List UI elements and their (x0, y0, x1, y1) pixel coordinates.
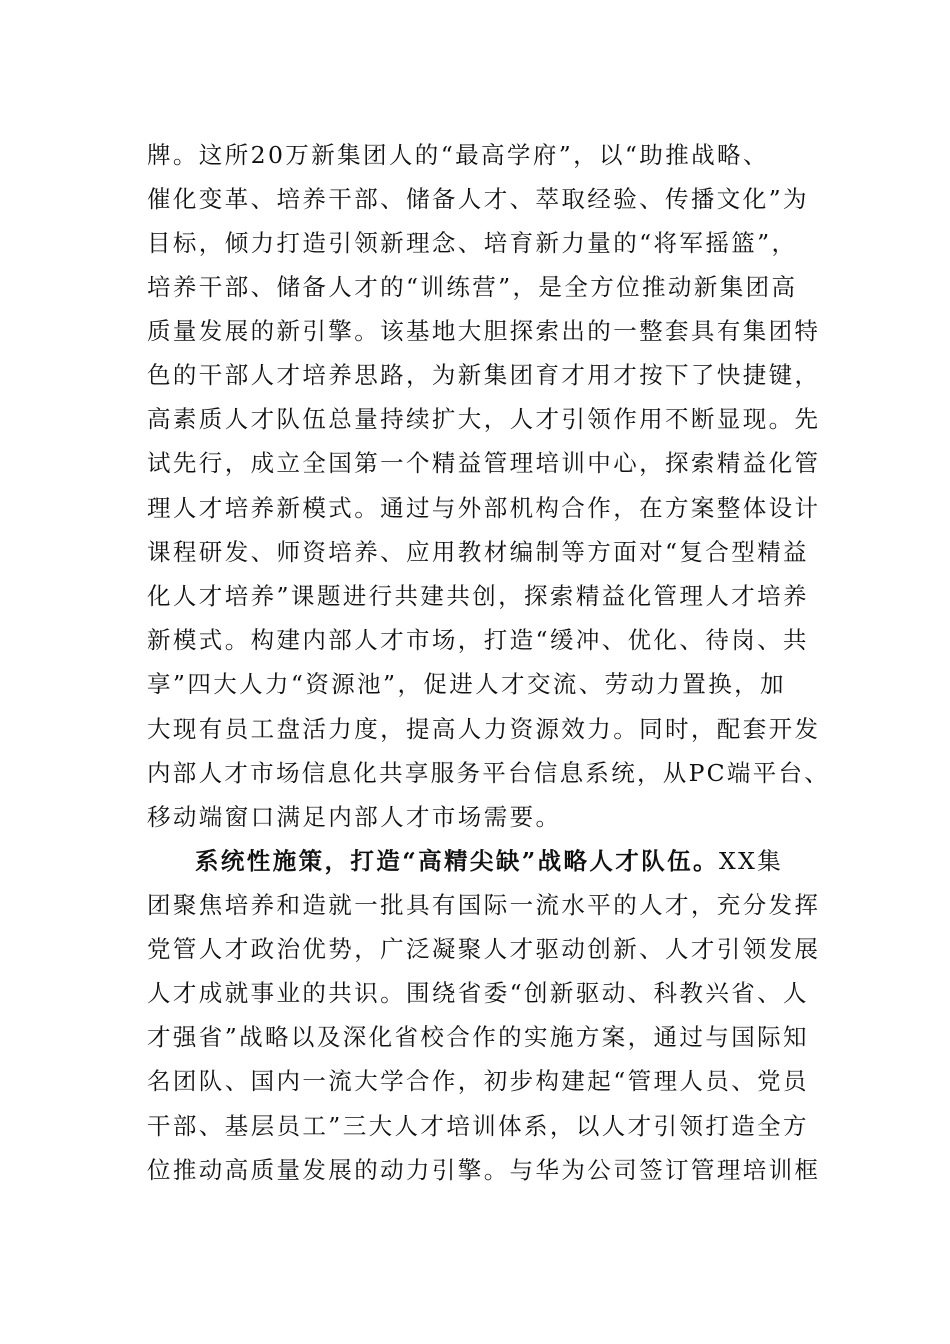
text-line: 内部人才市场信息化共享服务平台信息系统，从PC端平台、 (147, 759, 831, 787)
text-line: 课程研发、师资培养、应用教材编制等方面对“复合型精益 (147, 538, 809, 566)
text-line: 牌。这所20万新集团人的“最高学府”，以“助推战略、 (147, 141, 769, 169)
text-line: 催化变革、培养干部、储备人才、萃取经验、传播文化”为 (147, 185, 809, 213)
paragraph-heading-line (195, 846, 783, 876)
text-line: 移动端窗口满足内部人才市场需要。 (147, 803, 562, 831)
text-line: 享”四大人力“资源池”，促进人才交流、劳动力置换，加 (147, 670, 786, 698)
text-line: 新模式。构建内部人才市场，打造“缓冲、优化、待岗、共 (147, 626, 809, 654)
text-line: 培养干部、储备人才的“训练营”，是全方位推动新集团高 (147, 273, 798, 301)
text-line: 团聚焦培养和造就一批具有国际一流水平的人才，充分发挥 (147, 891, 821, 919)
text-line: 质量发展的新引擎。该基地大胆探索出的一整套具有集团特 (147, 317, 821, 345)
text-line: 人才成就事业的共识。围绕省委“创新驱动、科教兴省、人 (147, 979, 809, 1007)
text-line: 干部、基层员工”三大人才培训体系，以人才引领打造全方 (147, 1112, 809, 1140)
text-line: 高素质人才队伍总量持续扩大，人才引领作用不断显现。先 (147, 405, 821, 433)
text-line: 位推动高质量发展的动力引擎。与华为公司签订管理培训框 (147, 1156, 821, 1184)
paragraph-heading: 系统性施策，打造“高精尖缺”战略人才队伍。 (195, 847, 719, 875)
text-line: 党管人才政治优势，广泛凝聚人才驱动创新、人才引领发展 (147, 935, 821, 963)
text-line: 大现有员工盘活力度，提高人力资源效力。同时，配套开发 (147, 715, 821, 743)
text-line: 名团队、国内一流大学合作，初步构建起“管理人员、党员 (147, 1067, 809, 1095)
text-line: 化人才培养”课题进行共建共创，探索精益化管理人才培养 (147, 582, 809, 610)
text-line: 目标，倾力打造引领新理念、培育新力量的“将军摇篮”， (147, 229, 798, 257)
text-line: 理人才培养新模式。通过与外部机构合作，在方案整体设计 (147, 494, 821, 522)
text-line: 试先行，成立全国第一个精益管理培训中心，探索精益化管 (147, 449, 821, 477)
text-line: 色的干部人才培养思路，为新集团育才用才按下了快捷键， (147, 361, 821, 389)
text-line: 才强省”战略以及深化省校合作的实施方案，通过与国际知 (147, 1023, 809, 1051)
text-run: XX集 (718, 847, 784, 875)
